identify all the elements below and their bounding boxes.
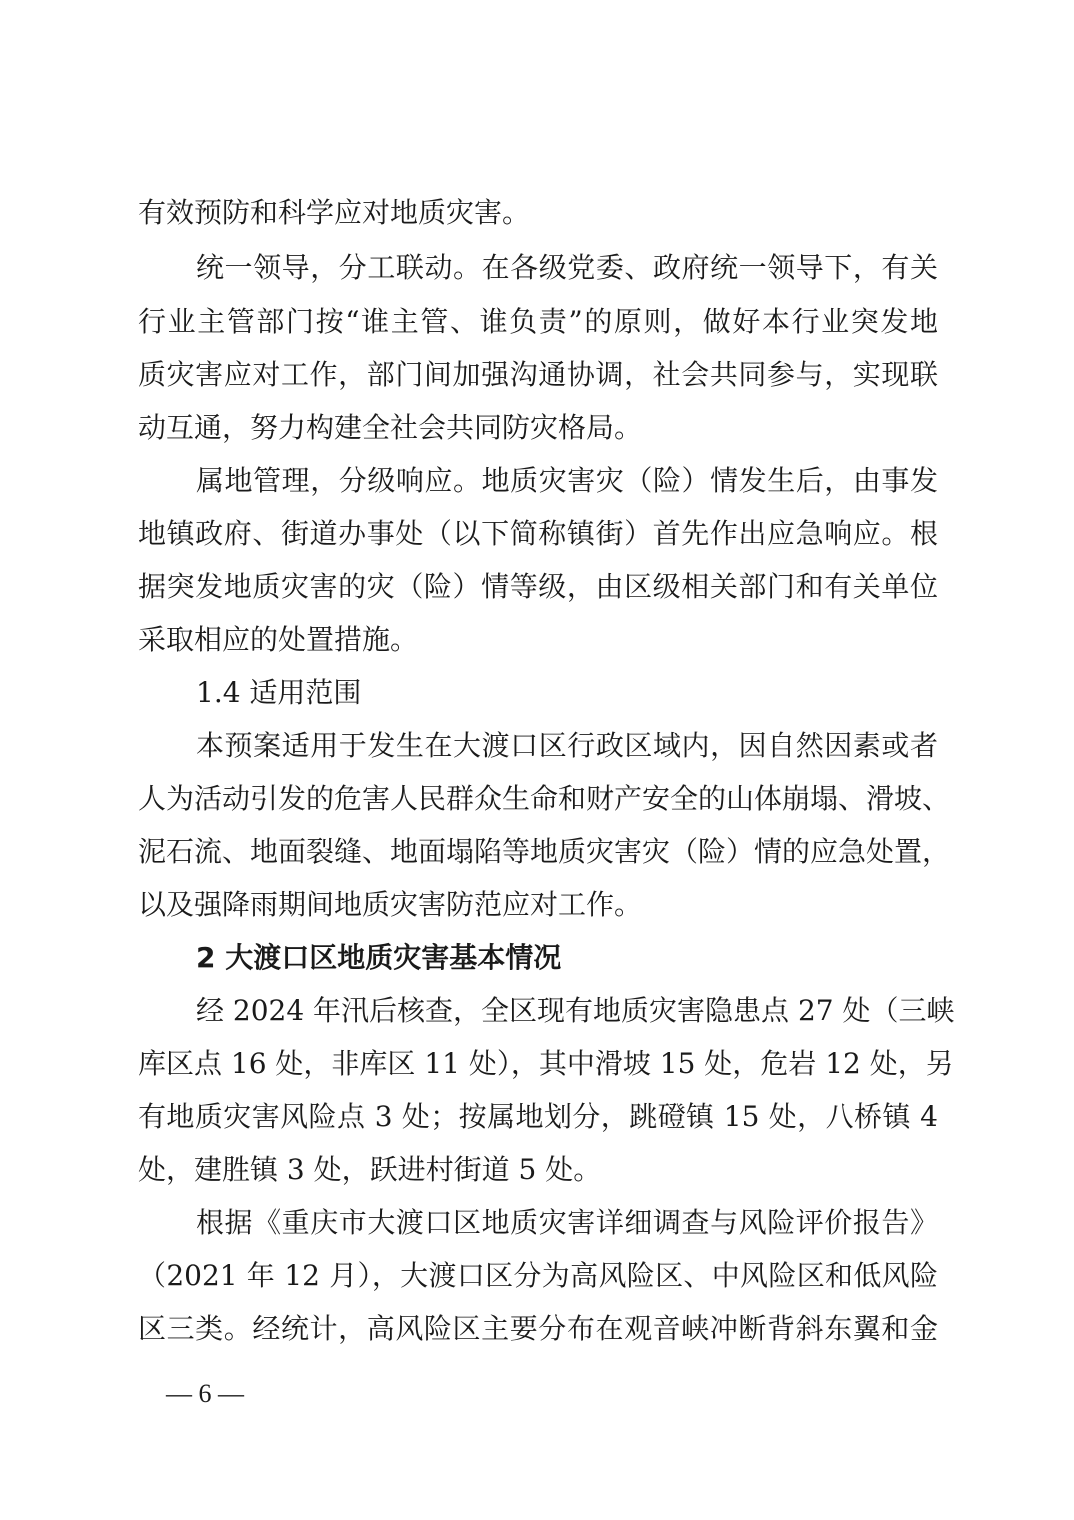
paragraph-line: 库区点 16 处，非库区 11 处），其中滑坡 15 处，危岩 12 处，另	[138, 1047, 954, 1080]
paragraph-line: 统一领导，分工联动。在各级党委、政府统一领导下，有关	[196, 251, 938, 284]
section-heading: 1.4 适用范围	[196, 676, 362, 709]
paragraph-line: 据突发地质灾害的灾（险）情等级，由区级相关部门和有关单位	[138, 570, 938, 603]
chapter-heading: 2 大渡口区地质灾害基本情况	[196, 941, 562, 974]
paragraph-line: 人为活动引发的危害人民群众生命和财产安全的山体崩塌、滑坡、	[138, 782, 951, 815]
paragraph-line: 有地质灾害风险点 3 处；按属地划分，跳磴镇 15 处，八桥镇 4	[138, 1100, 938, 1133]
paragraph-line: 属地管理，分级响应。地质灾害灾（险）情发生后，由事发	[196, 464, 938, 497]
paragraph-line: 动互通，努力构建全社会共同防灾格局。	[138, 411, 643, 444]
paragraph-line: 经 2024 年汛后核查，全区现有地质灾害隐患点 27 处（三峡	[196, 994, 955, 1027]
paragraph-line: 以及强降雨期间地质灾害防范应对工作。	[138, 888, 643, 921]
paragraph-line: 行业主管部门按“谁主管、谁负责”的原则，做好本行业突发地	[138, 305, 938, 338]
paragraph-line: 有效预防和科学应对地质灾害。	[138, 196, 531, 229]
paragraph-line: 处，建胜镇 3 处，跃进村街道 5 处。	[138, 1153, 602, 1186]
paragraph-line: 本预案适用于发生在大渡口区行政区域内，因自然因素或者	[196, 729, 938, 762]
paragraph-line: 泥石流、地面裂缝、地面塌陷等地质灾害灾（险）情的应急处置，	[138, 835, 951, 868]
paragraph-line: 地镇政府、街道办事处（以下简称镇街）首先作出应急响应。根	[138, 517, 938, 550]
paragraph-line: 采取相应的处置措施。	[138, 623, 419, 656]
paragraph-line: （2021 年 12 月），大渡口区分为高风险区、中风险区和低风险	[138, 1259, 938, 1292]
page-number: — 6 —	[166, 1379, 244, 1408]
paragraph-line: 根据《重庆市大渡口区地质灾害详细调查与风险评价报告》	[196, 1206, 938, 1239]
paragraph-line: 质灾害应对工作，部门间加强沟通协调，社会共同参与，实现联	[138, 358, 938, 391]
paragraph-line: 区三类。经统计，高风险区主要分布在观音峡冲断背斜东翼和金	[138, 1312, 938, 1345]
